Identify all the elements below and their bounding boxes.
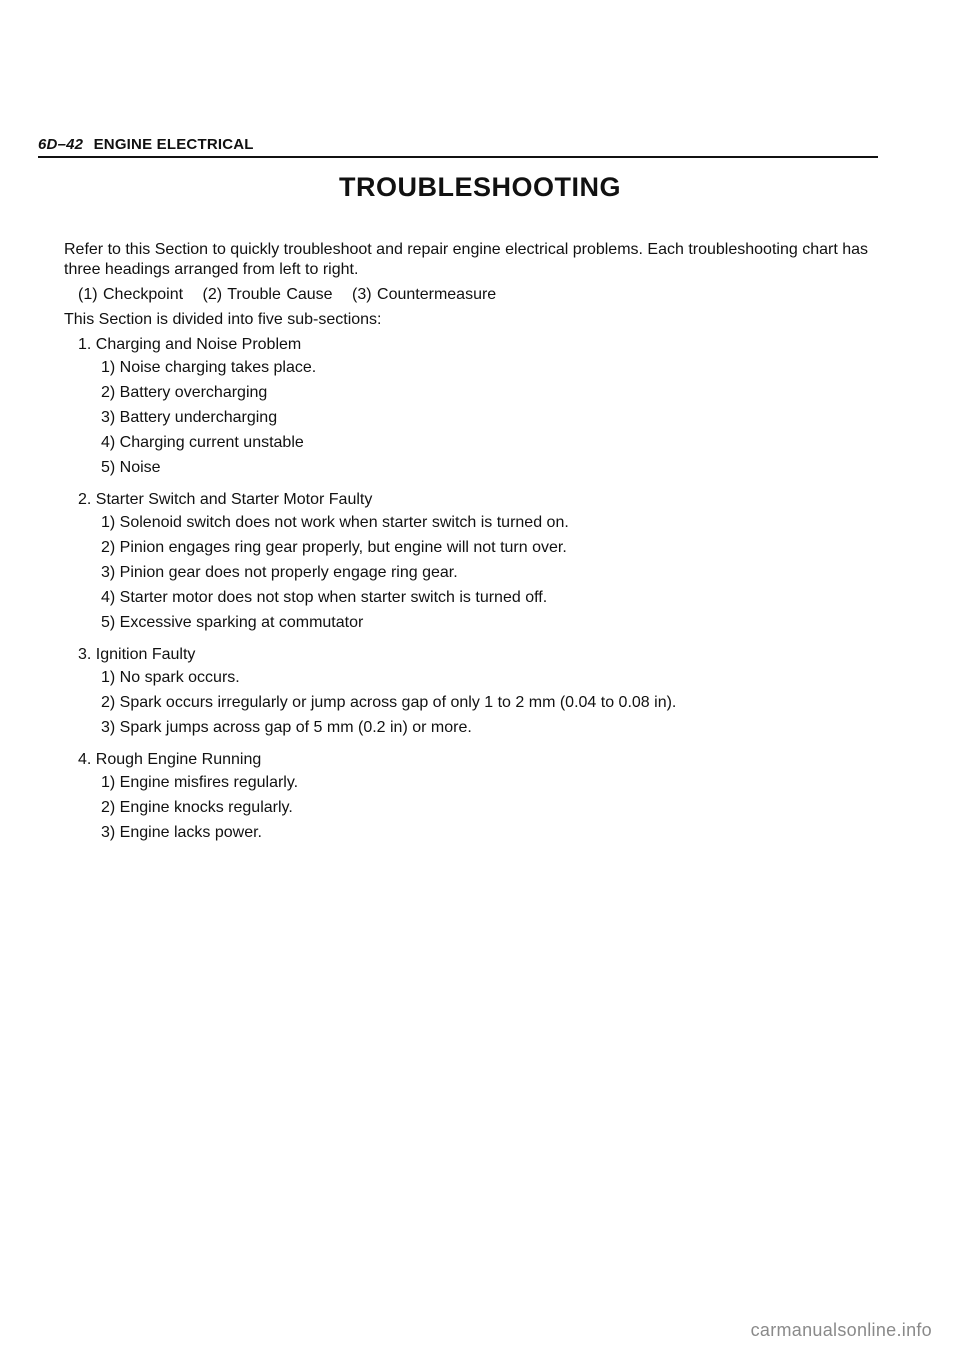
list-item: 1) No spark occurs. [101,669,240,686]
heading-checkpoint: (1) Checkpoint [78,286,184,303]
list-item: 5) Noise [101,459,161,476]
subsection [64,490,884,633]
subsection-items [101,773,884,843]
subsection-title: 4. Rough Engine Running [78,751,262,768]
subsection-items [101,668,884,738]
list-item: 2) Engine knocks regularly. [101,799,293,816]
subsection [64,750,884,843]
subsection-title: 3. Ignition Faulty [78,646,196,663]
list-item: 1) Solenoid switch does not work when starter switch is turned on. [101,514,569,531]
list-item: 4) Charging current unstable [101,434,304,451]
subsection-title: 1. Charging and Noise Problem [78,336,302,353]
list-item: 2) Pinion engages ring gear properly, but engine will not turn over. [101,539,567,556]
page-number: 6D–42 [38,136,84,153]
subsection [64,335,884,478]
document-body [64,240,884,848]
list-item: 3) Engine lacks power. [101,824,262,841]
list-item: 3) Battery undercharging [101,409,278,426]
list-item: 5) Excessive sparking at commutator [101,614,364,631]
section-name: ENGINE ELECTRICAL [93,136,254,153]
heading-trouble-cause: (2) Trouble Cause [202,286,333,303]
list-item: 3) Spark jumps across gap of 5 mm (0.2 in) or more. [101,719,472,736]
subsection-list [64,335,884,843]
list-item: 4) Starter motor does not stop when starter switch is turned off. [101,589,548,606]
intro-paragraph: Refer to this Section to quickly troubleshoot and repair engine electrical problems. Each troubleshooting chart has three headings arranged from left to right. [64,241,869,278]
subsections-intro: This Section is divided into five sub-sections: [64,311,382,328]
heading-countermeasure: (3) Countermeasure [352,286,497,303]
page-header [38,136,878,158]
subsection [64,645,884,738]
watermark: carmanualsonline.info [750,1320,932,1340]
subsection-items [101,358,884,478]
list-item: 3) Pinion gear does not properly engage ring gear. [101,564,458,581]
chart-headings [78,285,884,305]
list-item: 1) Noise charging takes place. [101,359,317,376]
list-item: 2) Spark occurs irregularly or jump across gap of only 1 to 2 mm (0.04 to 0.08 in). [101,694,677,711]
subsection-title: 2. Starter Switch and Starter Motor Faulty [78,491,373,508]
subsection-items [101,513,884,633]
list-item: 1) Engine misfires regularly. [101,774,299,791]
list-item: 2) Battery overcharging [101,384,268,401]
page-title: TROUBLESHOOTING [339,172,621,202]
